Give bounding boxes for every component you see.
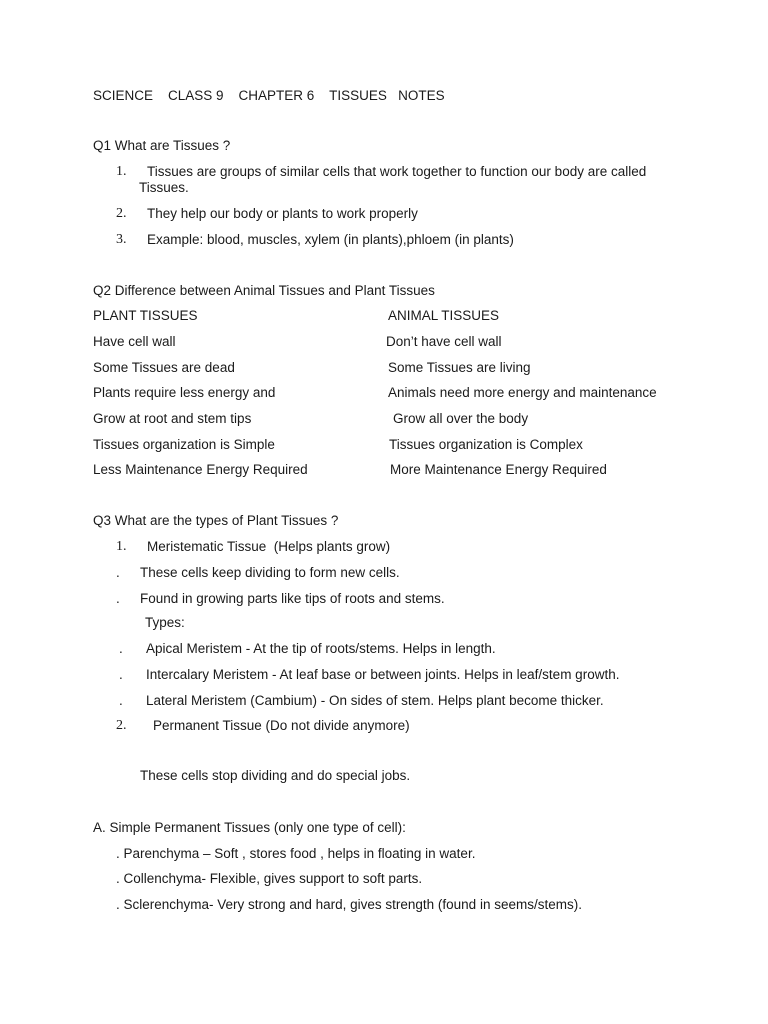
comparison-animal-cell: More Maintenance Energy Required: [390, 462, 607, 477]
q1-item-3-text: Example: blood, muscles, xylem (in plants),phloem (in plants): [147, 232, 514, 247]
permanent-note: These cells stop dividing and do special jobs.: [140, 768, 411, 783]
comparison-plant-cell: Some Tissues are dead: [93, 360, 235, 375]
point-text: These cells keep dividing to form new cells.: [140, 565, 400, 580]
q1-item-1-number: 1.: [116, 164, 127, 179]
comparison-plant-cell: Plants require less energy and: [93, 385, 276, 400]
comparison-animal-cell: Don’t have cell wall: [386, 334, 502, 349]
meristematic-number: 1.: [116, 539, 127, 554]
simple-permanent-item: . Collenchyma- Flexible, gives support to soft parts.: [116, 871, 423, 886]
q1-item-1-continuation: Tissues.: [139, 180, 189, 195]
q1-title: Q1 What are Tissues ?: [93, 138, 231, 153]
comparison-animal-cell: Animals need more energy and maintenance: [388, 385, 657, 400]
types-label: Types:: [145, 615, 185, 630]
type-text: Lateral Meristem (Cambium) - On sides of stem. Helps plant become thicker.: [146, 693, 604, 708]
meristematic-label: Meristematic Tissue (Helps plants grow): [147, 539, 391, 554]
comparison-plant-cell: Tissues organization is Simple: [93, 437, 275, 452]
simple-permanent-item: . Sclerenchyma- Very strong and hard, gives strength (found in seems/stems).: [116, 897, 582, 912]
point-bullet: .: [116, 565, 120, 580]
point-text: Found in growing parts like tips of roots and stems.: [140, 591, 445, 606]
q3-title: Q3 What are the types of Plant Tissues ?: [93, 513, 339, 528]
comparison-animal-cell: ANIMAL TISSUES: [388, 308, 500, 323]
page-header: SCIENCE CLASS 9 CHAPTER 6 TISSUES NOTES: [93, 88, 445, 103]
comparison-animal-cell: Grow all over the body: [393, 411, 529, 426]
q1-item-2-text: They help our body or plants to work properly: [147, 206, 418, 221]
simple-permanent-title: A. Simple Permanent Tissues (only one type of cell):: [93, 820, 406, 835]
type-text: Apical Meristem - At the tip of roots/stems. Helps in length.: [146, 641, 496, 656]
q2-title: Q2 Difference between Animal Tissues and Plant Tissues: [93, 283, 435, 298]
permanent-number: 2.: [116, 718, 127, 733]
comparison-plant-cell: Less Maintenance Energy Required: [93, 462, 308, 477]
comparison-plant-cell: PLANT TISSUES: [93, 308, 198, 323]
comparison-plant-cell: Grow at root and stem tips: [93, 411, 252, 426]
comparison-animal-cell: Tissues organization is Complex: [389, 437, 583, 452]
permanent-label: Permanent Tissue (Do not divide anymore): [153, 718, 410, 733]
point-bullet: .: [116, 591, 120, 606]
type-bullet: .: [119, 693, 123, 708]
type-bullet: .: [119, 667, 123, 682]
type-text: Intercalary Meristem - At leaf base or between joints. Helps in leaf/stem growth.: [146, 667, 620, 682]
q1-item-1-text: Tissues are groups of similar cells that work together to function our body are called: [147, 164, 647, 179]
type-bullet: .: [119, 641, 123, 656]
simple-permanent-item: . Parenchyma – Soft , stores food , helps in floating in water.: [116, 846, 476, 861]
comparison-plant-cell: Have cell wall: [93, 334, 176, 349]
comparison-animal-cell: Some Tissues are living: [388, 360, 531, 375]
q1-item-3-number: 3.: [116, 232, 127, 247]
q1-item-2-number: 2.: [116, 206, 127, 221]
